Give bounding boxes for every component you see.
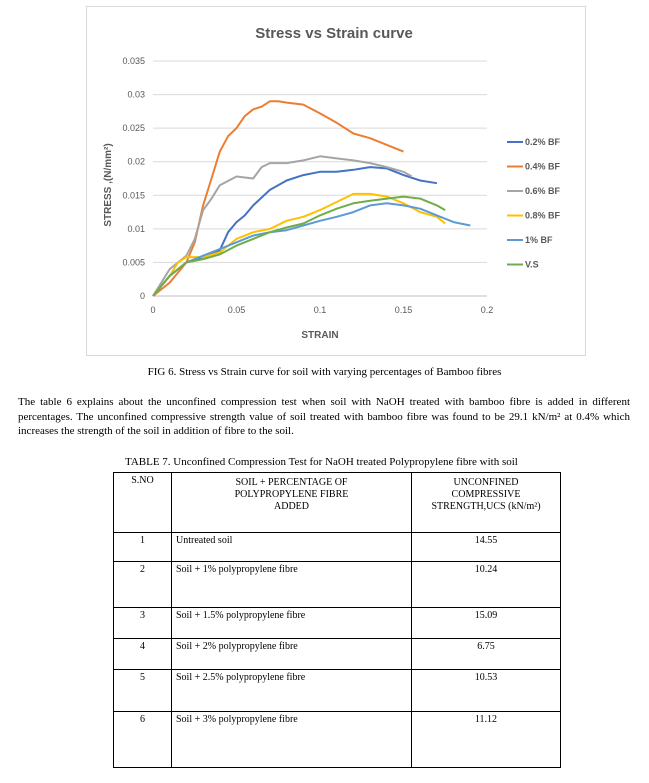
- body-paragraph: The table 6 explains about the unconfined compression test when soil with NaOH treated with bamboo fibre is added in different percentages. The unconfined compressive strength value of soil treated with bamboo fibre was found to be 29.1 kN/m² at 0.4% which increases the strength of the soil in addition of fibre to the soil.: [18, 396, 630, 437]
- legend-label: 0.4% BF: [525, 161, 561, 172]
- x-tick-label: 0.05: [227, 305, 246, 315]
- x-tick-label: 0.2: [480, 305, 494, 315]
- legend-label: V.S: [525, 259, 539, 270]
- row-ucs: 10.24: [412, 562, 561, 608]
- row-soil: Soil + 1% polypropylene fibre: [172, 562, 412, 608]
- series-line-6: [153, 197, 445, 296]
- x-tick-label: 0.1: [313, 305, 327, 315]
- y-tick-label: 0.03: [127, 89, 145, 100]
- x-tick-label: 0.15: [394, 305, 413, 315]
- table-header-row: [114, 473, 561, 533]
- row-soil: Soil + 1.5% polypropylene fibre: [172, 608, 412, 639]
- legend-label: 0.8% BF: [525, 210, 561, 221]
- table-row: [114, 670, 561, 712]
- y-tick-label: 0.015: [122, 190, 145, 201]
- series-line-3: [153, 156, 412, 296]
- row-ucs: 6.75: [412, 639, 561, 670]
- table-row: [114, 608, 561, 639]
- chart-canvas: [87, 7, 587, 357]
- y-tick-label: 0.025: [122, 123, 145, 134]
- table-row: [114, 639, 561, 670]
- table-row: [114, 712, 561, 768]
- y-axis-label: STRESS ,(N/mm²): [103, 143, 114, 227]
- y-tick-label: 0.035: [122, 56, 145, 66]
- legend-label: 1% BF: [525, 235, 553, 245]
- ucs-table: [113, 472, 561, 768]
- series-line-2: [153, 101, 404, 296]
- chart-title: Stress vs Strain curve: [255, 25, 413, 42]
- row-ucs: 10.53: [412, 670, 561, 712]
- row-sno: 2: [114, 562, 172, 608]
- y-tick-label: 0.005: [122, 257, 145, 268]
- header-ucs: UNCONFINED COMPRESSIVE STRENGTH,UCS (kN/m²): [412, 473, 561, 533]
- header-sno: S.NO: [114, 473, 172, 533]
- row-soil: Soil + 2.5% polypropylene fibre: [172, 670, 412, 712]
- x-axis-label: STRAIN: [301, 330, 339, 341]
- stress-strain-chart: [86, 6, 586, 356]
- series-line-1: [153, 167, 437, 296]
- row-ucs: 15.09: [412, 608, 561, 639]
- y-tick-label: 0.02: [127, 156, 145, 167]
- row-sno: 1: [114, 533, 172, 562]
- legend-label: 0.2% BF: [525, 137, 561, 147]
- table-caption: TABLE 7. Unconfined Compression Test for NaOH treated Polypropylene fibre with soil: [125, 456, 518, 468]
- series-line-4: [153, 194, 445, 296]
- row-ucs: 11.12: [412, 712, 561, 768]
- x-tick-label: 0: [150, 305, 156, 315]
- row-sno: 6: [114, 712, 172, 768]
- row-ucs: 14.55: [412, 533, 561, 562]
- row-soil: Soil + 2% polypropylene fibre: [172, 639, 412, 670]
- header-soil: SOIL + PERCENTAGE OF POLYPROPYLENE FIBRE ADDED: [172, 473, 412, 533]
- table-row: [114, 533, 561, 562]
- y-tick-label: 0: [139, 291, 145, 301]
- table-row: [114, 562, 561, 608]
- row-soil: Untreated soil: [172, 533, 412, 562]
- y-tick-label: 0.01: [127, 223, 145, 234]
- row-sno: 4: [114, 639, 172, 670]
- figure-caption: FIG 6. Stress vs Strain curve for soil with varying percentages of Bamboo fibres: [147, 366, 502, 378]
- legend-label: 0.6% BF: [525, 186, 561, 196]
- row-sno: 3: [114, 608, 172, 639]
- row-soil: Soil + 3% polypropylene fibre: [172, 712, 412, 768]
- row-sno: 5: [114, 670, 172, 712]
